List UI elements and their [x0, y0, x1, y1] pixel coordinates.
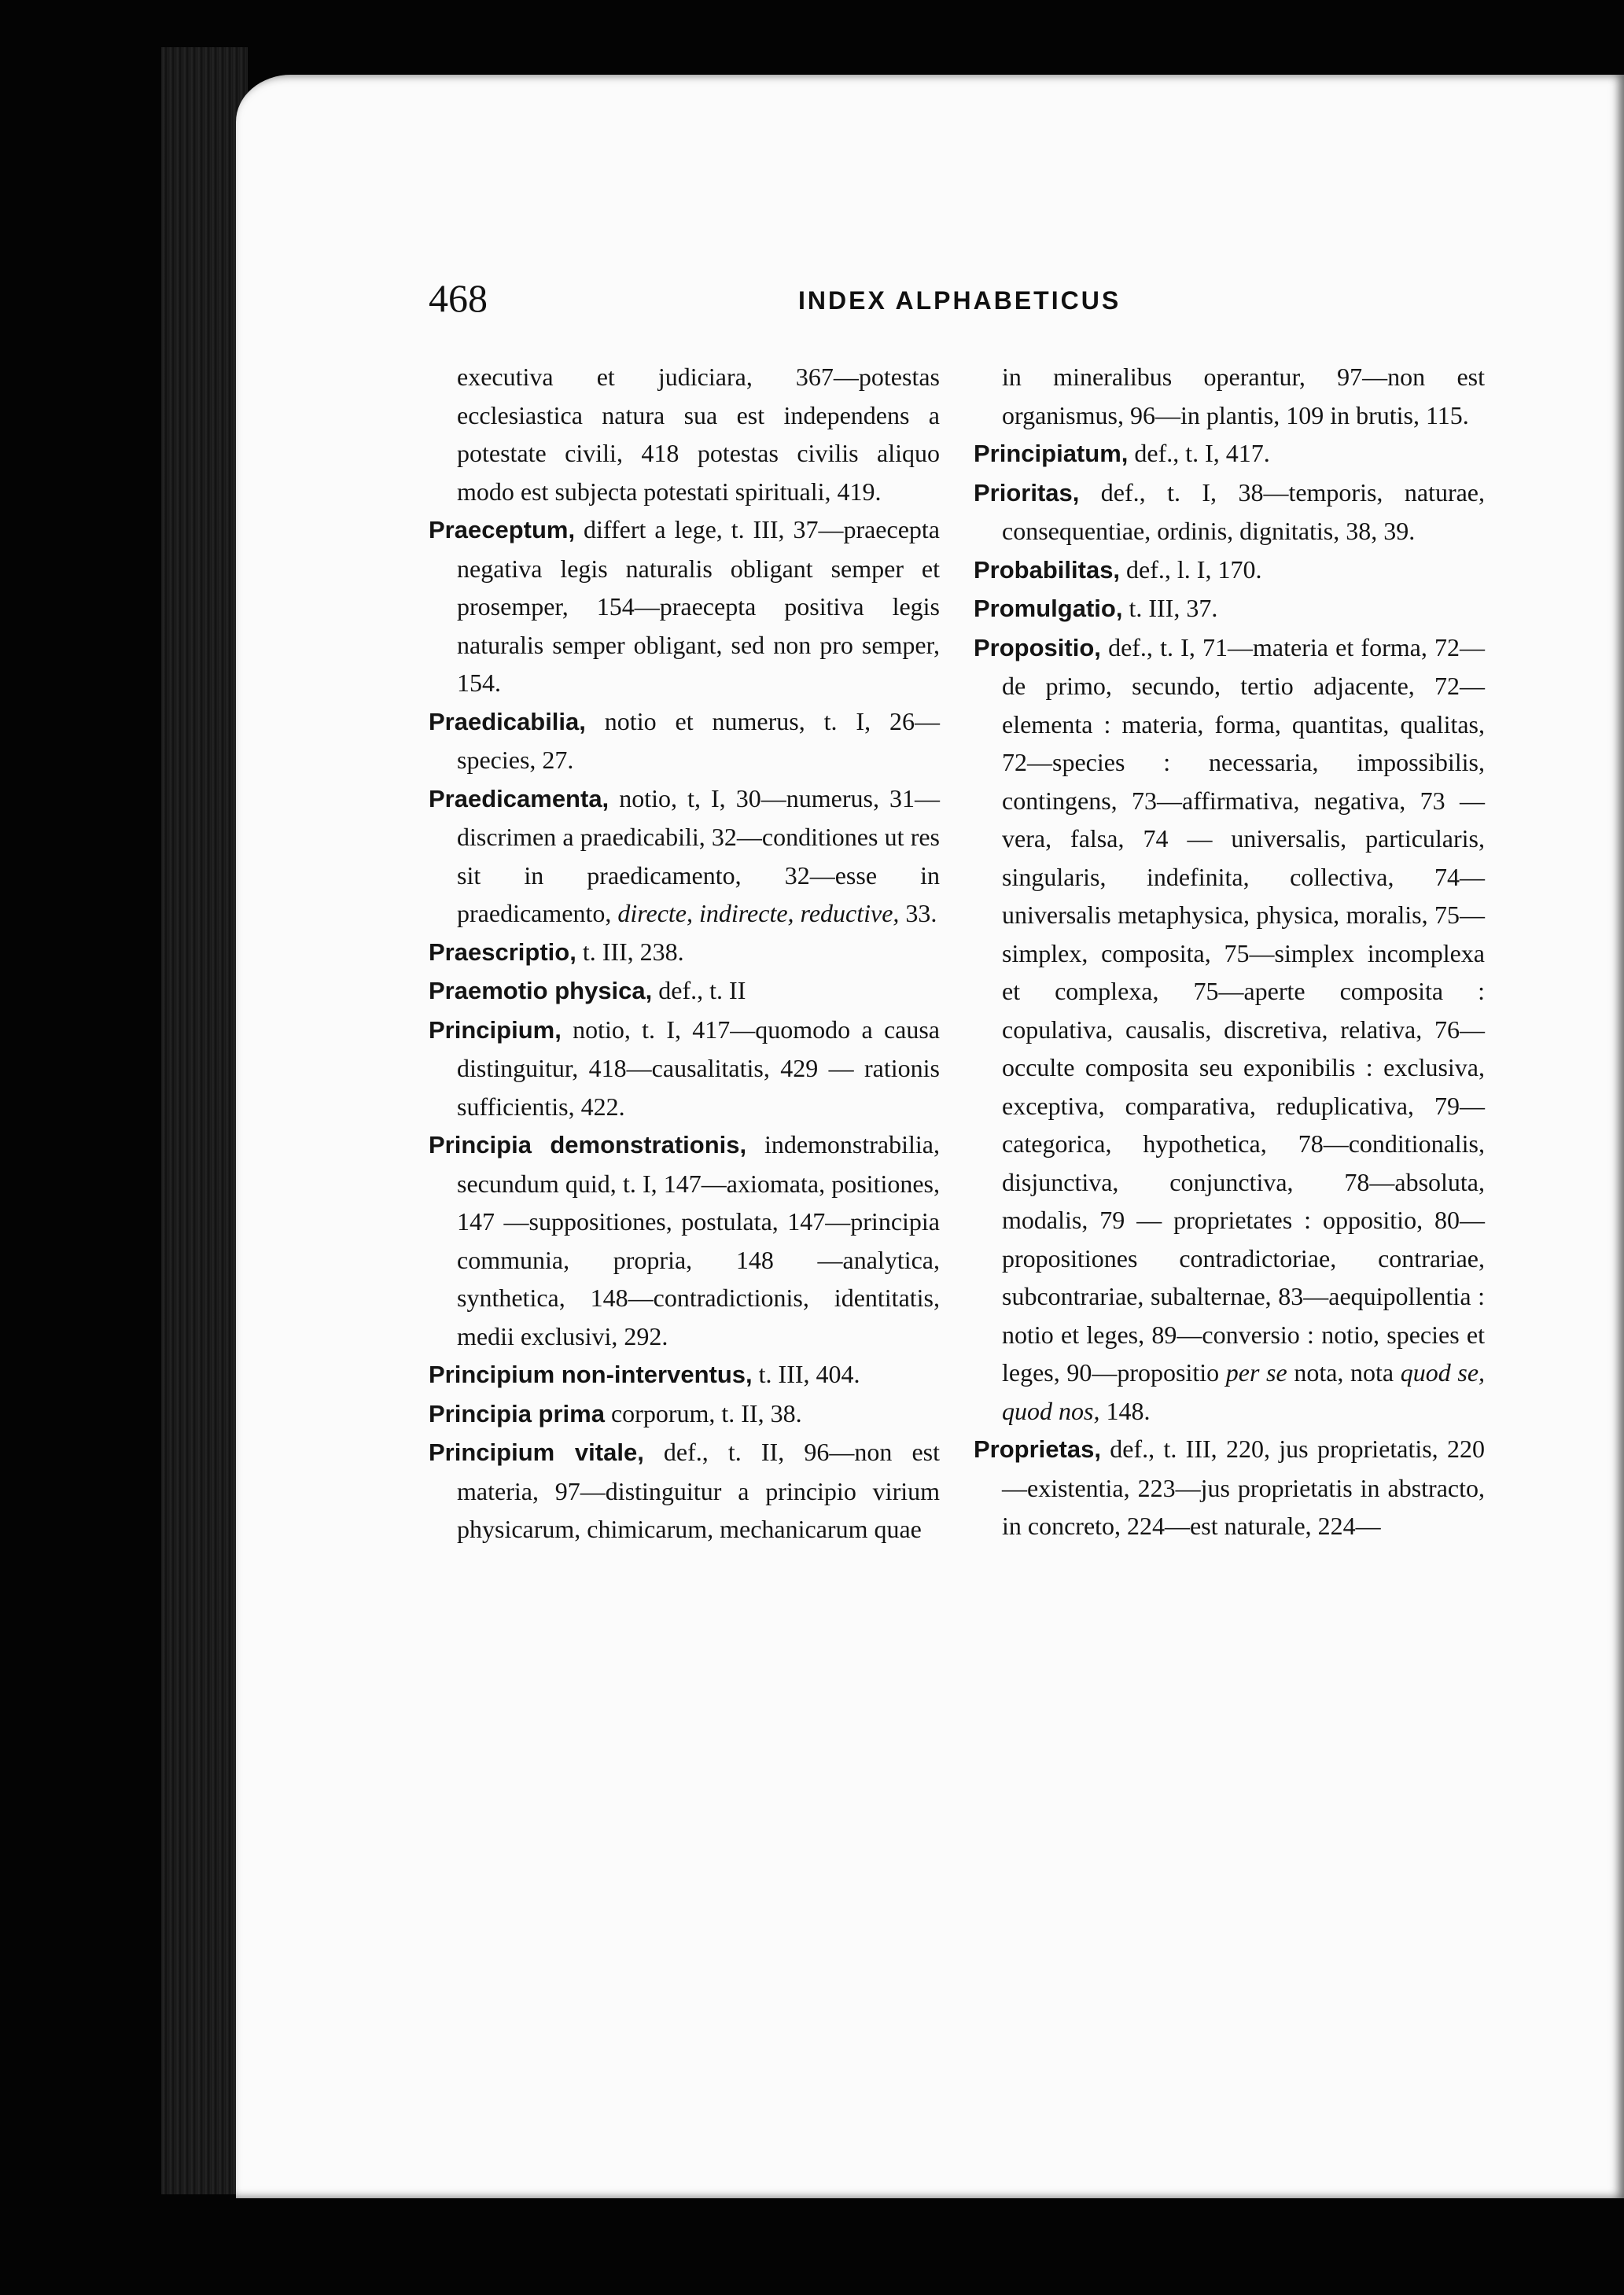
entry-headword: Praeceptum, [429, 516, 576, 543]
entry-headword: Principia demonstrationis, [429, 1131, 747, 1159]
index-entry [429, 1011, 940, 1126]
entry-text: corporum, t. II, 38. [604, 1398, 802, 1427]
entry-text: notio, t. I, 417—quomodo a causa distinguitur, 418—causalitatis, 429 — rationis sufficientis, 422. [457, 1015, 940, 1121]
continuation-text: in mineralibus operantur, 97—non est organismus, 96—in plantis, 109 in brutis, 115. [1002, 363, 1485, 429]
entry-text: def., l. I, 170. [1120, 554, 1262, 584]
entry-text: def., t. I, 417. [1128, 439, 1270, 467]
entry-headword: Proprietas, [974, 1435, 1101, 1463]
entry-italic-text: directe, indirecte, reductive, [617, 899, 900, 927]
entry-headword: Prioritas, [974, 478, 1080, 507]
entry-text-tail: 33. [899, 899, 937, 927]
entry-text: t. III, 238. [576, 937, 684, 966]
entry-headword: Praescriptio, [429, 938, 576, 966]
entry-headword: Probabilitas, [974, 555, 1121, 584]
entry-headword: Principium non-interventus, [429, 1361, 753, 1388]
entry-headword: Principium, [429, 1015, 562, 1044]
entry-text: def., t. II, 96—non est materia, 97—distinguitur a principio virium physicarum, chimicarum, mechanicarum quae [457, 1438, 940, 1543]
entry-text-middle: nota, nota [1287, 1358, 1401, 1387]
index-entry [429, 510, 940, 702]
entry-text: def., t. III, 220, jus proprietatis, 220—existentia, 223—jus proprietatis in abstracto, in concreto, 224—est naturale, 224— [1002, 1435, 1485, 1540]
entry-text: differt a lege, t. III, 37—praecepta negativa legis naturalis obligant semper et prosemper, 154—praecepta positiva legis naturalis semper obligant, sed non pro semper, 154. [457, 515, 940, 697]
index-entry [974, 434, 1485, 473]
entry-headword: Principium vitale, [429, 1439, 644, 1466]
index-entry [429, 1433, 940, 1549]
entry-italic-text: per se [1225, 1358, 1287, 1387]
entry-text: notio, t, I, 30—numerus, 31—discrimen a praedicabili, 32—conditiones ut res sit in praedicamento, 32—esse in praedicamento, [457, 783, 940, 927]
index-entry [974, 551, 1485, 590]
page-header [429, 275, 1215, 330]
left-column [429, 358, 940, 1549]
page-number: 468 [429, 276, 488, 320]
book-edge [161, 47, 248, 2194]
continuation-text: executiva et judiciara, 367—potestas ecclesiastica natura sua est independens a potestate civili, 418 potestas civilis aliquo modo est subjecta potestati spirituali, 419. [457, 363, 940, 506]
entry-headword: Praedicamenta, [429, 784, 609, 812]
entry-text: notio et numerus, t. I, 26—species, 27. [457, 706, 940, 774]
entry-italic-text-2: quod se, quod nos, [1002, 1358, 1486, 1425]
entry-headword: Principiatum, [974, 440, 1129, 467]
running-head: INDEX ALPHABETICUS [798, 286, 1121, 315]
entry-text: t. III, 404. [752, 1360, 860, 1388]
index-entry [429, 1355, 940, 1394]
index-entry [974, 628, 1485, 1431]
index-entry [974, 589, 1485, 628]
entry-headword: Praedicabilia, [429, 707, 586, 735]
index-entry [429, 779, 940, 933]
index-entry [429, 702, 940, 779]
entry-headword: Promulgatio, [974, 595, 1123, 622]
entry-text: indemonstrabilia, secundum quid, t. I, 147—axiomata, positiones, 147 —suppositiones, postulata, 147—principia communia, propria, 148 —analytica, synthetica, 148—contradictionis, identitatis, medii exclusivi, 292. [457, 1130, 940, 1350]
entry-headword: Praemotio physica, [429, 977, 653, 1004]
entry-headword: Propositio, [974, 633, 1101, 661]
index-entry [974, 1430, 1485, 1545]
entry-text: def., t. I, 71—materia et forma, 72—de primo, secundo, tertio adjacente, 72—elementa : materia, forma, quantitas, qualitas, 72—species : necessaria, impossibilis, contingens, 73—affirmativa, negativa, 73 — vera, falsa, 74 — universalis, particularis, singularis, indefinita, collectiva, 74—universalis metaphysica, physica, moralis, 75—simplex, composita, 75—simplex incomplexa et complexa, 75—aperte composita : copulativa, causalis, discretiva, relativa, 76—occulte composita seu exponibilis : exclusiva, exceptiva, comparativa, reduplicativa, 79—categorica, hypothetica, 78—conditionalis, disjunctiva, conjunctiva, 78—absoluta, modalis, 79 — proprietates : oppositio, 80—propositiones contradictoriae, contrariae, subcontrariae, subalternae, 83—aequipollentia : notio et leges, 89—conversio : notio, species et leges, 90—propositio [1002, 632, 1485, 1387]
index-entry [974, 473, 1485, 551]
index-entry [429, 1394, 940, 1434]
index-entry [429, 1125, 940, 1355]
index-entry [429, 971, 940, 1011]
entry-text: def., t. II [652, 976, 746, 1004]
entry-text-tail: 148. [1099, 1396, 1151, 1425]
index-entry [429, 933, 940, 972]
entry-text: t. III, 37. [1122, 594, 1218, 622]
entry-headword: Principia prima [429, 1399, 605, 1427]
entry-text: def., t. I, 38—temporis, naturae, consequentiae, ordinis, dignitatis, 38, 39. [1002, 477, 1485, 545]
right-column [974, 358, 1485, 1545]
